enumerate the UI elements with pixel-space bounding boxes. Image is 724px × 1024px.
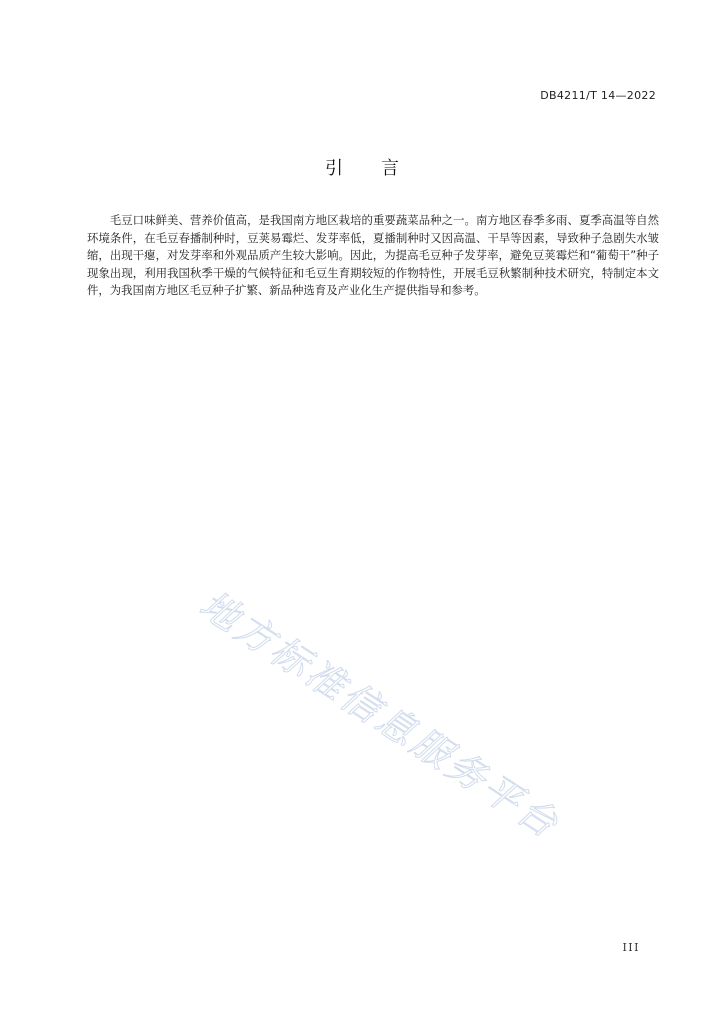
- title-char-1: 引: [325, 158, 343, 179]
- page-title: [0, 154, 724, 180]
- watermark: 地方标准信息服务平台: [191, 582, 569, 848]
- document-code: DB4211/T 14—2022: [540, 89, 656, 102]
- introduction-paragraph: 毛豆口味鲜美、营养价值高，是我国南方地区栽培的重要蔬菜品种之一。南方地区春季多雨、夏季高温等自然环境条件，在毛豆春播制种时，豆荚易霉烂、发芽率低，夏播制种时又因高温、干旱等因素，导致种子急剧失水皱缩，出现干瘪，对发芽率和外观品质产生较大影响。因此，为提高毛豆种子发芽率，避免豆荚霉烂和“葡萄干”种子现象出现，利用我国秋季干燥的气候特征和毛豆生育期较短的作物特性，开展毛豆秋繁制种技术研究，特制定本文件，为我国南方地区毛豆种子扩繁、新品种选育及产业化生产提供指导和参考。: [87, 213, 659, 298]
- page-number: III: [622, 941, 640, 954]
- introduction-body: [87, 212, 659, 300]
- title-char-2: 言: [381, 158, 399, 179]
